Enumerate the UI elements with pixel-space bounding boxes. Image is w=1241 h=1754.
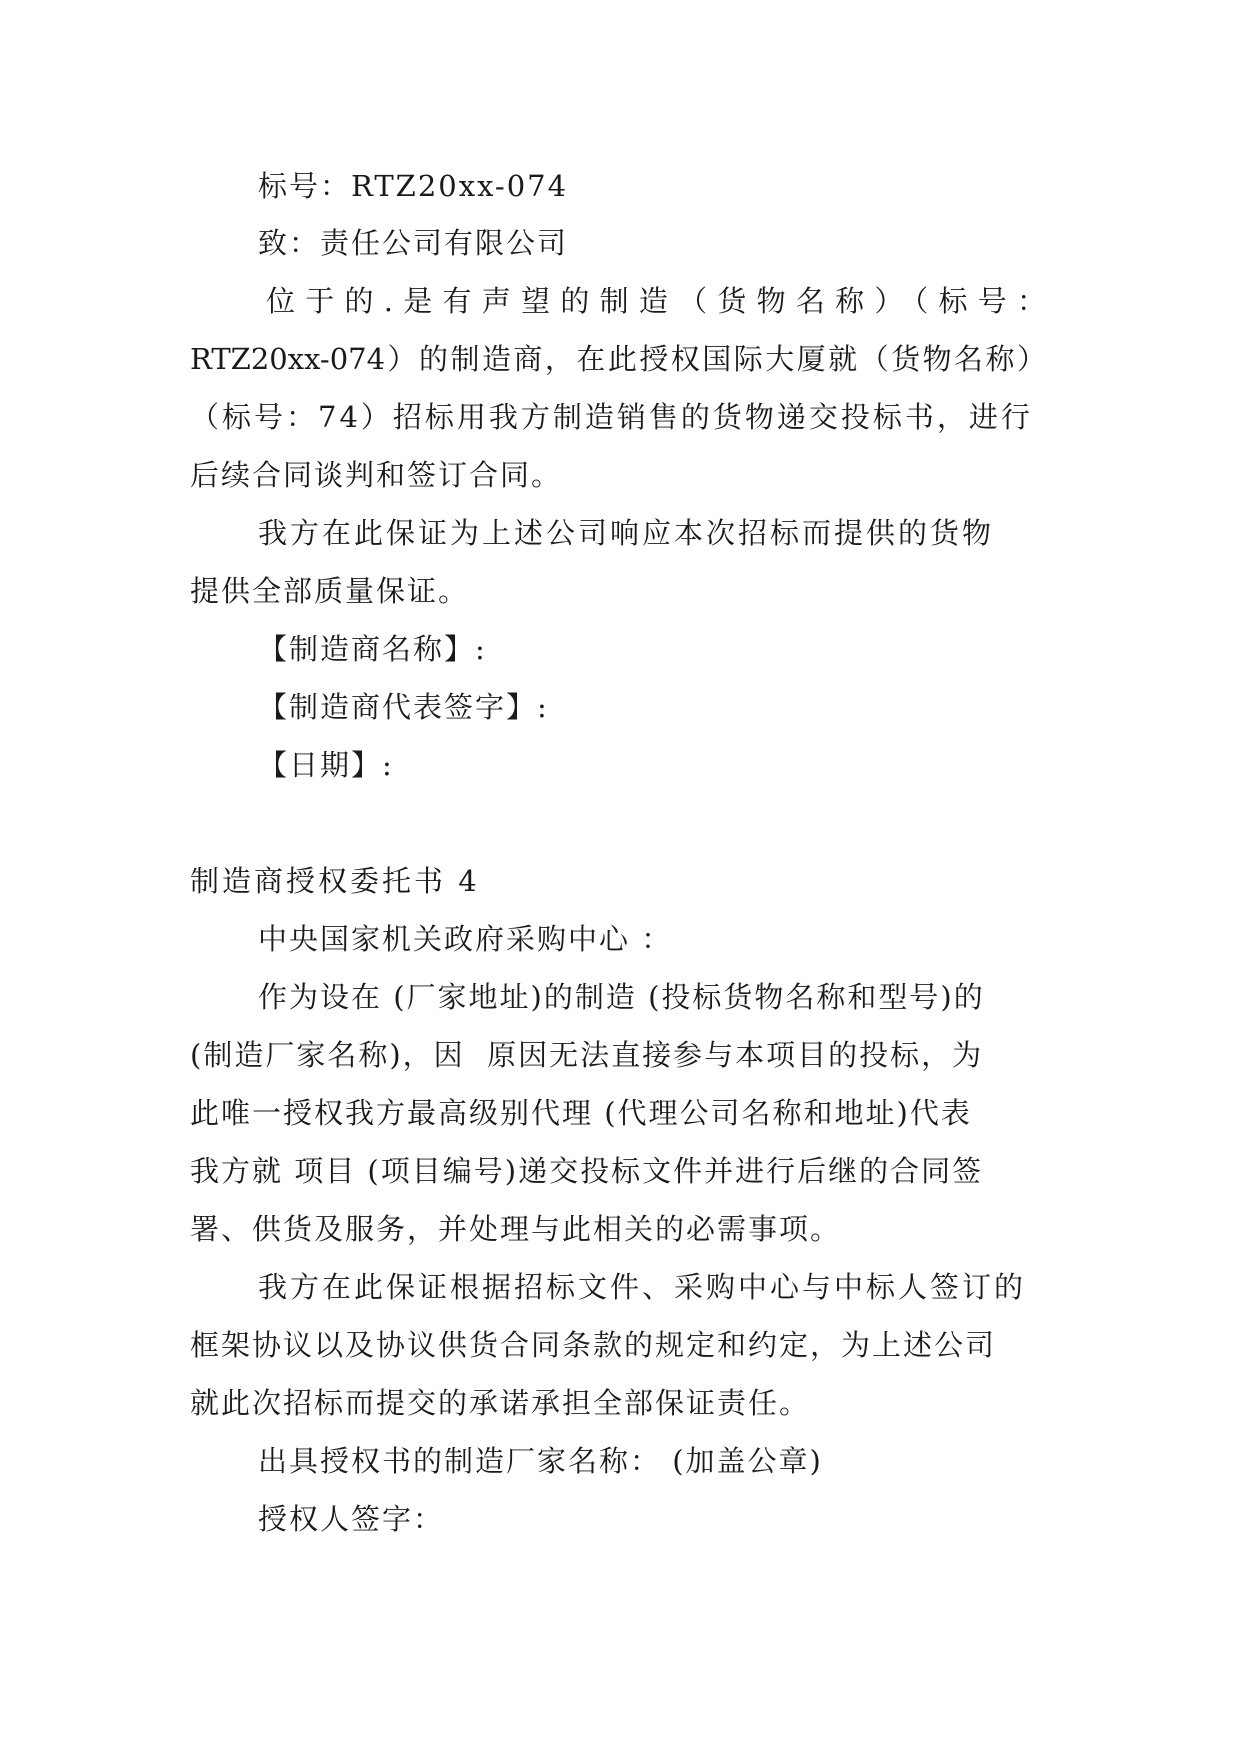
date-field: 【日期】: (258, 748, 394, 782)
paragraph-line: RTZ20xx-074）的制造商，在此授权国际大厦就（货物名称） (190, 342, 1046, 376)
paragraph-line: 提供全部质量保证。 (190, 574, 470, 608)
paragraph-line: 位于的.是有声望的制造（货物名称）（标号： (266, 284, 1046, 318)
signature-field: 授权人签字： (258, 1502, 445, 1536)
bid-number: 标号：RTZ20xx-074 (258, 169, 569, 203)
addressee-line: 致：责任公司有限公司 (258, 226, 569, 260)
issuer-field: 出具授权书的制造厂家名称： (加盖公章) (258, 1444, 823, 1478)
section-heading: 制造商授权委托书 4 (190, 864, 480, 898)
addressee-line: 中央国家机关政府采购中心 ： (258, 922, 673, 956)
paragraph-line: 就此次招标而提交的承诺承担全部保证责任。 (190, 1386, 811, 1420)
paragraph-line: 署、供货及服务，并处理与此相关的必需事项。 (190, 1212, 842, 1246)
paragraph-line: 后续合同谈判和签订合同。 (190, 458, 563, 492)
paragraph-line: 我方在此保证根据招标文件、采购中心与中标人签订的 (258, 1270, 1027, 1304)
paragraph-line: 此唯一授权我方最高级别代理 (代理公司名称和地址)代表 (190, 1096, 972, 1130)
paragraph-line: 我方就 项目 (项目编号)递交投标文件并进行后继的合同签 (190, 1154, 984, 1188)
paragraph-line: 作为设在 (厂家地址)的制造 (投标货物名称和型号)的 (258, 980, 985, 1014)
paragraph-line: 我方在此保证为上述公司响应本次招标而提供的货物 (258, 516, 995, 550)
manufacturer-representative-field: 【制造商代表签字】: (258, 690, 549, 724)
paragraph-line: (制造厂家名称)，因 原因无法直接参与本项目的投标，为 (190, 1038, 984, 1072)
paragraph-line: 框架协议以及协议供货合同条款的规定和约定，为上述公司 (190, 1328, 997, 1362)
paragraph-line: （标号：74）招标用我方制造销售的货物递交投标书，进行 (190, 400, 1033, 434)
manufacturer-name-field: 【制造商名称】: (258, 632, 487, 666)
